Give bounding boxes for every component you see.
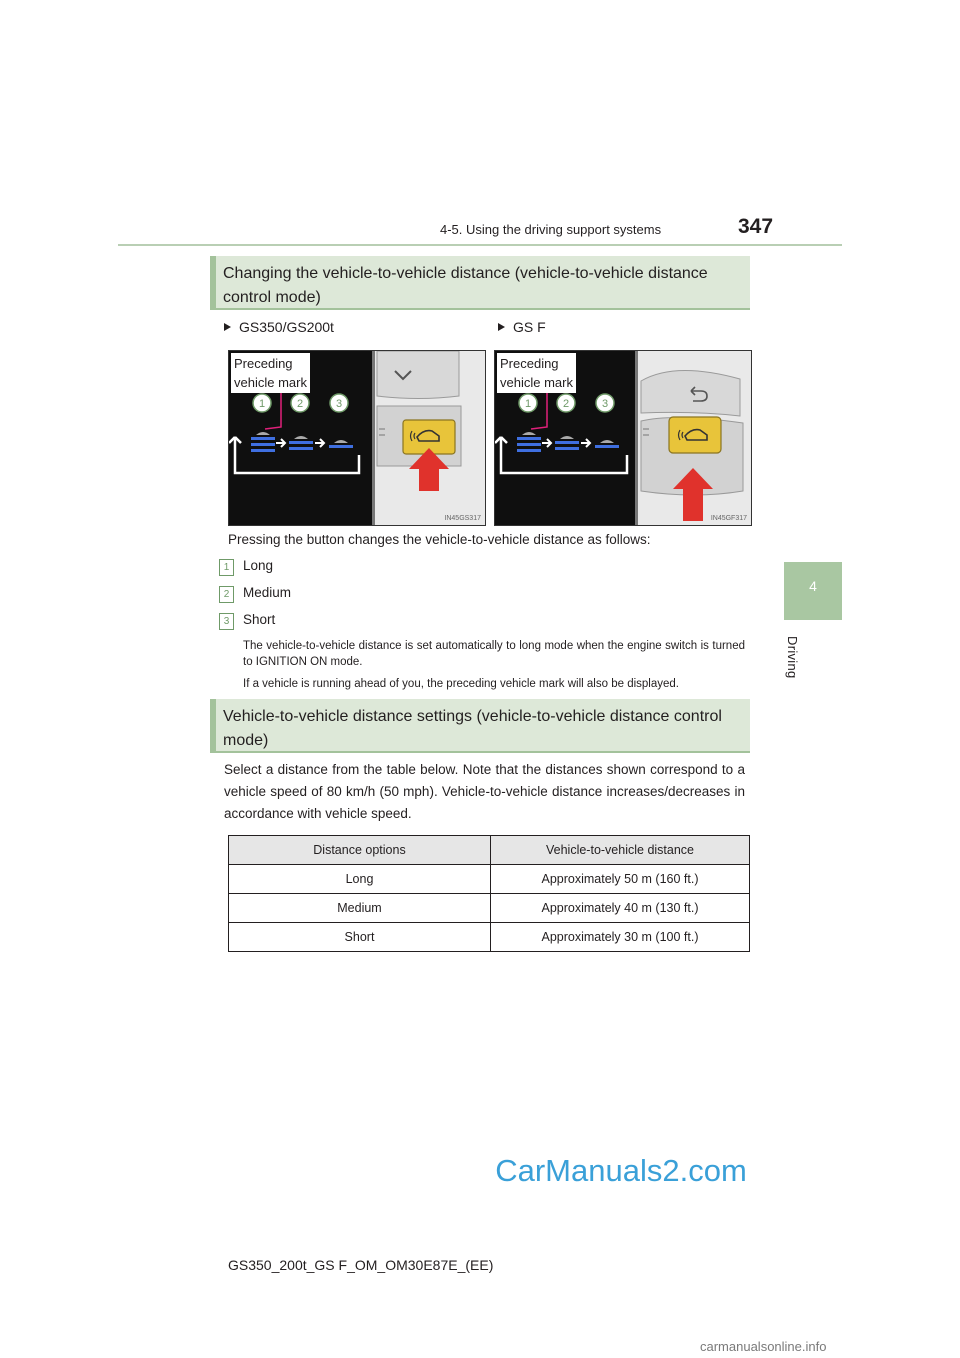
model-label-gsf: GS F — [498, 319, 546, 335]
illustration-gsf-distance-button — [494, 350, 752, 526]
distance-intro-text: Pressing the button changes the vehicle-to-vehicle distance as follows: — [228, 532, 651, 547]
table-row — [229, 923, 750, 952]
note-preceding-vehicle: If a vehicle is running ahead of you, the preceding vehicle mark will also be displayed. — [243, 678, 679, 690]
header-rule — [118, 244, 842, 246]
svg-text:3: 3 — [601, 398, 609, 410]
triangle-bullet-icon — [498, 323, 505, 331]
note-ignition-default: The vehicle-to-vehicle distance is set automatically to long mode when the engine switch is turned to IGNITION ON mode. — [243, 640, 745, 668]
watermark-carmanuals2: CarManuals2.com — [495, 1153, 747, 1188]
chapter-tab-number: 4 — [809, 578, 817, 594]
distance-options-table — [228, 835, 750, 952]
distance-settings-paragraph: Select a distance from the table below. Note that the distances shown correspond to a vehicle speed of 80 km/h (50 mph). Vehicle-to-vehicle distance increases/decreases in accordance with vehicle speed. — [224, 762, 745, 821]
svg-text:2: 2 — [296, 398, 304, 410]
figure-code: IN45GS317 — [444, 515, 481, 522]
preceding-vehicle-mark-callout: Preceding vehicle mark — [497, 353, 576, 393]
document-code-footer: GS350_200t_GS F_OM_OM30E87E_(EE) — [228, 1257, 494, 1273]
model-label-gs350: GS350/GS200t — [224, 319, 334, 335]
svg-text:1: 1 — [524, 398, 532, 410]
illustration-gs350-distance-button — [228, 350, 486, 526]
preceding-vehicle-mark-callout: Preceding vehicle mark — [231, 353, 310, 393]
svg-text:2: 2 — [562, 398, 570, 410]
page-number: 347 — [738, 215, 774, 238]
triangle-bullet-icon — [224, 323, 231, 331]
running-header-section: 4-5. Using the driving support systems — [440, 222, 662, 237]
table-cell: Approximately 50 m (160 ft.) — [491, 865, 750, 894]
table-row — [229, 894, 750, 923]
table-cell: Approximately 40 m (130 ft.) — [491, 894, 750, 923]
section-heading-distance-change — [210, 256, 750, 310]
figure-code: IN45GF317 — [710, 515, 747, 522]
svg-text:3: 3 — [335, 398, 343, 410]
section-heading-distance-settings — [210, 699, 750, 753]
table-cell: Approximately 30 m (100 ft.) — [491, 923, 750, 952]
table-header-cell: Distance options — [229, 836, 491, 865]
chapter-tab-label: Driving — [785, 636, 800, 679]
table-row — [229, 865, 750, 894]
option-label-medium: Medium — [243, 585, 292, 600]
option-number-2: 2 — [219, 586, 234, 603]
watermark-carmanualsonline: carmanualsonline.info — [700, 1339, 827, 1354]
section-heading-text: Changing the vehicle-to-vehicle distance (vehicle-to-vehicle distance control mode) — [223, 265, 708, 306]
table-cell: Long — [229, 865, 491, 894]
option-number-3: 3 — [219, 613, 234, 630]
option-label-long: Long — [243, 558, 274, 573]
option-number-1: 1 — [219, 559, 234, 576]
table-header-cell: Vehicle-to-vehicle distance — [491, 836, 750, 865]
section-heading-text: Vehicle-to-vehicle distance settings (vehicle-to-vehicle distance control mode) — [223, 708, 722, 749]
table-cell: Medium — [229, 894, 491, 923]
svg-text:1: 1 — [258, 398, 266, 410]
table-cell: Short — [229, 923, 491, 952]
option-label-short: Short — [243, 612, 276, 627]
table-header-row — [229, 836, 750, 865]
